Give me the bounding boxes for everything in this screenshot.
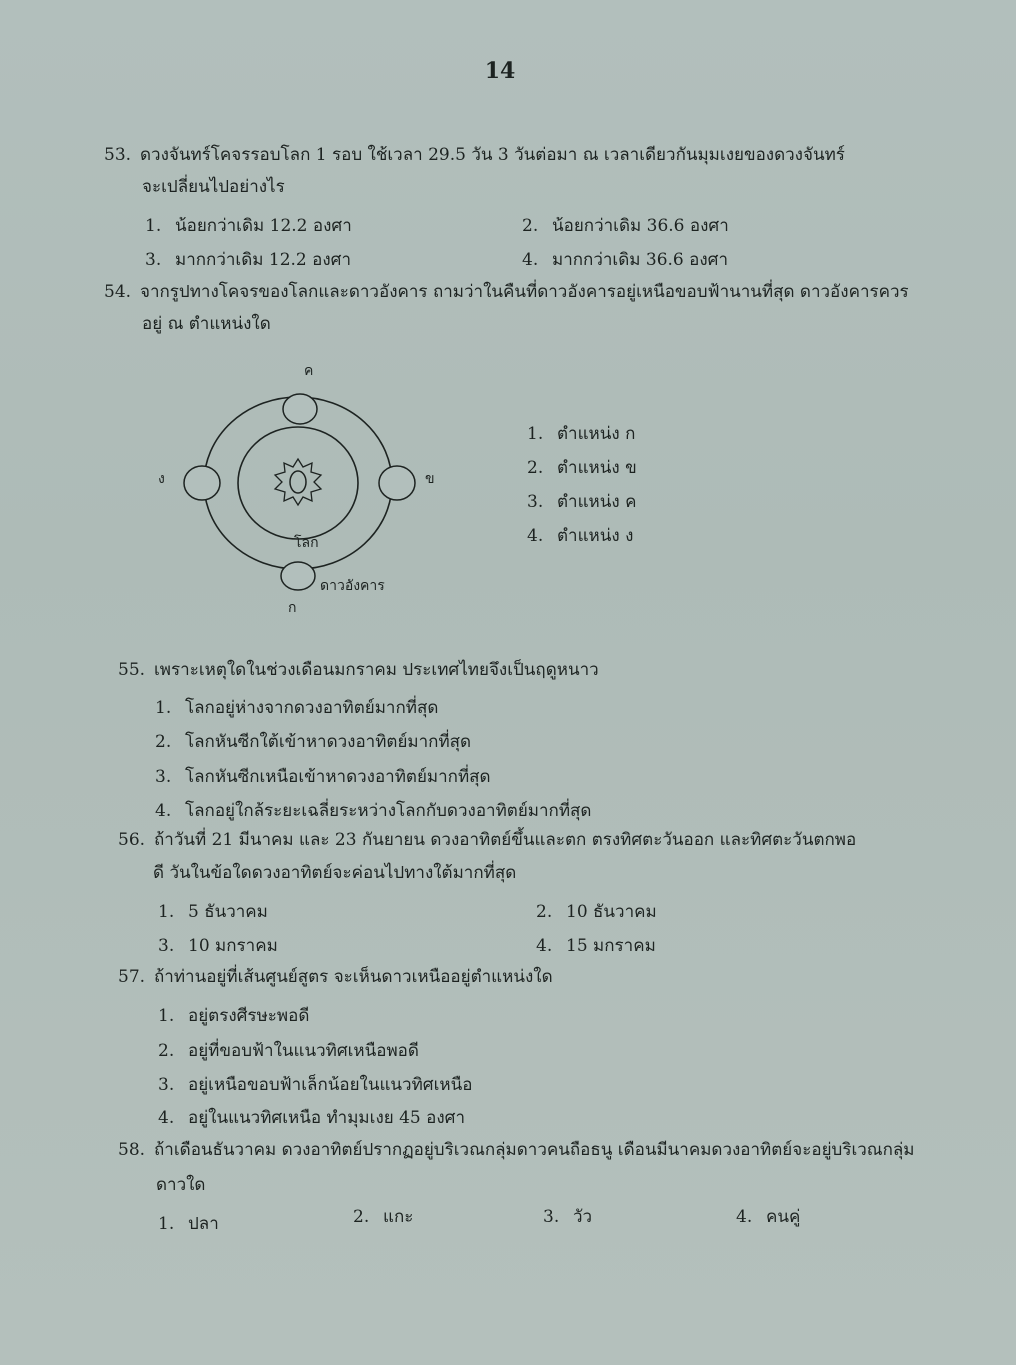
question-text: เพราะเหตุใดในช่วงเดือนมกราคม ประเทศไทยจึงเป็นฤดูหนาว [154,660,599,680]
q53-option-2: 2. น้อยกว่าเดิม 36.6 องศา [522,216,729,236]
mars-position-right [379,466,415,500]
label-right: ข [425,471,435,487]
q54-option-4: 4. ตำแหน่ง ง [527,526,634,546]
q56-option-3: 3. 10 มกราคม [158,936,278,956]
q54-option-2: 2. ตำแหน่ง ข [527,458,637,478]
question-53-line2: จะเปลี่ยนไปอย่างไร [142,177,285,197]
question-57-line1 [118,967,553,987]
question-text: ถ้าท่านอยู่ที่เส้นศูนย์สูตร จะเห็นดาวเหนืออยู่ตำแหน่งใด [154,967,553,987]
q56-option-2: 2. 10 ธันวาคม [536,902,657,922]
earth-orbit [238,427,358,539]
question-text: ถ้าเดือนธันวาคม ดวงอาทิตย์ปรากฏอยู่บริเวณกลุ่มดาวคนถือธนู เดือนมีนาคมดวงอาทิตย์จะอยู่บริเวณกลุ่ม [154,1140,915,1160]
question-number: 55. [118,660,146,680]
q57-option-2: 2. อยู่ที่ขอบฟ้าในแนวทิศเหนือพอดี [158,1041,419,1061]
question-text: จากรูปทางโคจรของโลกและดาวอังคาร ถามว่าในคืนที่ดาวอังคารอยู่เหนือขอบฟ้านานที่สุด ดาวอังคารควร [140,282,909,302]
question-54-line1 [104,282,909,302]
q57-option-4: 4. อยู่ในแนวทิศเหนือ ทำมุมเงย 45 องศา [158,1108,465,1128]
question-number: 57. [118,967,146,987]
mars-position-left [184,466,220,500]
question-number: 53. [104,145,132,165]
q58-option-3: 3. วัว [543,1207,593,1227]
question-56-line1 [118,830,856,850]
question-number: 54. [104,282,132,302]
q58-option-4: 4. คนคู่ [736,1207,801,1227]
question-58-line1 [118,1140,915,1160]
q53-option-4: 4. มากกว่าเดิม 36.6 องศา [522,250,728,270]
mars-position-top [283,394,317,424]
q56-option-1: 1. 5 ธันวาคม [158,902,268,922]
q57-option-3: 3. อยู่เหนือขอบฟ้าเล็กน้อยในแนวทิศเหนือ [158,1075,473,1095]
q55-option-3: 3. โลกหันซีกเหนือเข้าหาดวงอาทิตย์มากที่สุด [155,767,491,787]
q58-option-1: 1. ปลา [158,1214,219,1234]
q54-option-3: 3. ตำแหน่ง ค [527,492,637,512]
q56-option-4: 4. 15 มกราคม [536,936,656,956]
label-bottom: ก [288,600,297,616]
q53-option-1: 1. น้อยกว่าเดิม 12.2 องศา [145,216,352,236]
mars-position-bottom [281,562,315,590]
question-number: 58. [118,1140,146,1160]
question-text: ดวงจันทร์โคจรรอบโลก 1 รอบ ใช้เวลา 29.5 วัน 3 วันต่อมา ณ เวลาเดียวกันมุมเงยของดวงจันทร์ [140,145,845,165]
label-top: ค [304,363,314,379]
q55-option-1: 1. โลกอยู่ห่างจากดวงอาทิตย์มากที่สุด [155,698,439,718]
question-number: 56. [118,830,146,850]
question-text: ถ้าวันที่ 21 มีนาคม และ 23 กันยายน ดวงอาทิตย์ขึ้นและตก ตรงทิศตะวันออก และทิศตะวันตกพอ [154,830,857,850]
orbit-diagram [150,355,440,625]
question-55-line1 [118,660,599,680]
question-56-line2: ดี วันในข้อใดดวงอาทิตย์จะค่อนไปทางใต้มากที่สุด [153,863,517,883]
label-left: ง [158,471,165,487]
q54-option-1: 1. ตำแหน่ง ก [527,424,636,444]
sun-icon [275,459,321,505]
q55-option-4: 4. โลกอยู่ใกล้ระยะเฉลี่ยระหว่างโลกกับดวงอาทิตย์มากที่สุด [155,801,592,821]
q57-option-1: 1. อยู่ตรงศีรษะพอดี [158,1006,310,1026]
page-number: 14 [484,58,516,84]
q58-option-2: 2. แกะ [353,1207,414,1227]
label-mars: ดาวอังคาร [320,578,385,594]
question-58-line2: ดาวใด [156,1175,206,1195]
q55-option-2: 2. โลกหันซีกใต้เข้าหาดวงอาทิตย์มากที่สุด [155,732,472,752]
q53-option-3: 3. มากกว่าเดิม 12.2 องศา [145,250,351,270]
label-earth: โลก [294,535,319,551]
question-53-line1 [104,145,845,165]
question-54-line2: อยู่ ณ ตำแหน่งใด [142,314,271,334]
